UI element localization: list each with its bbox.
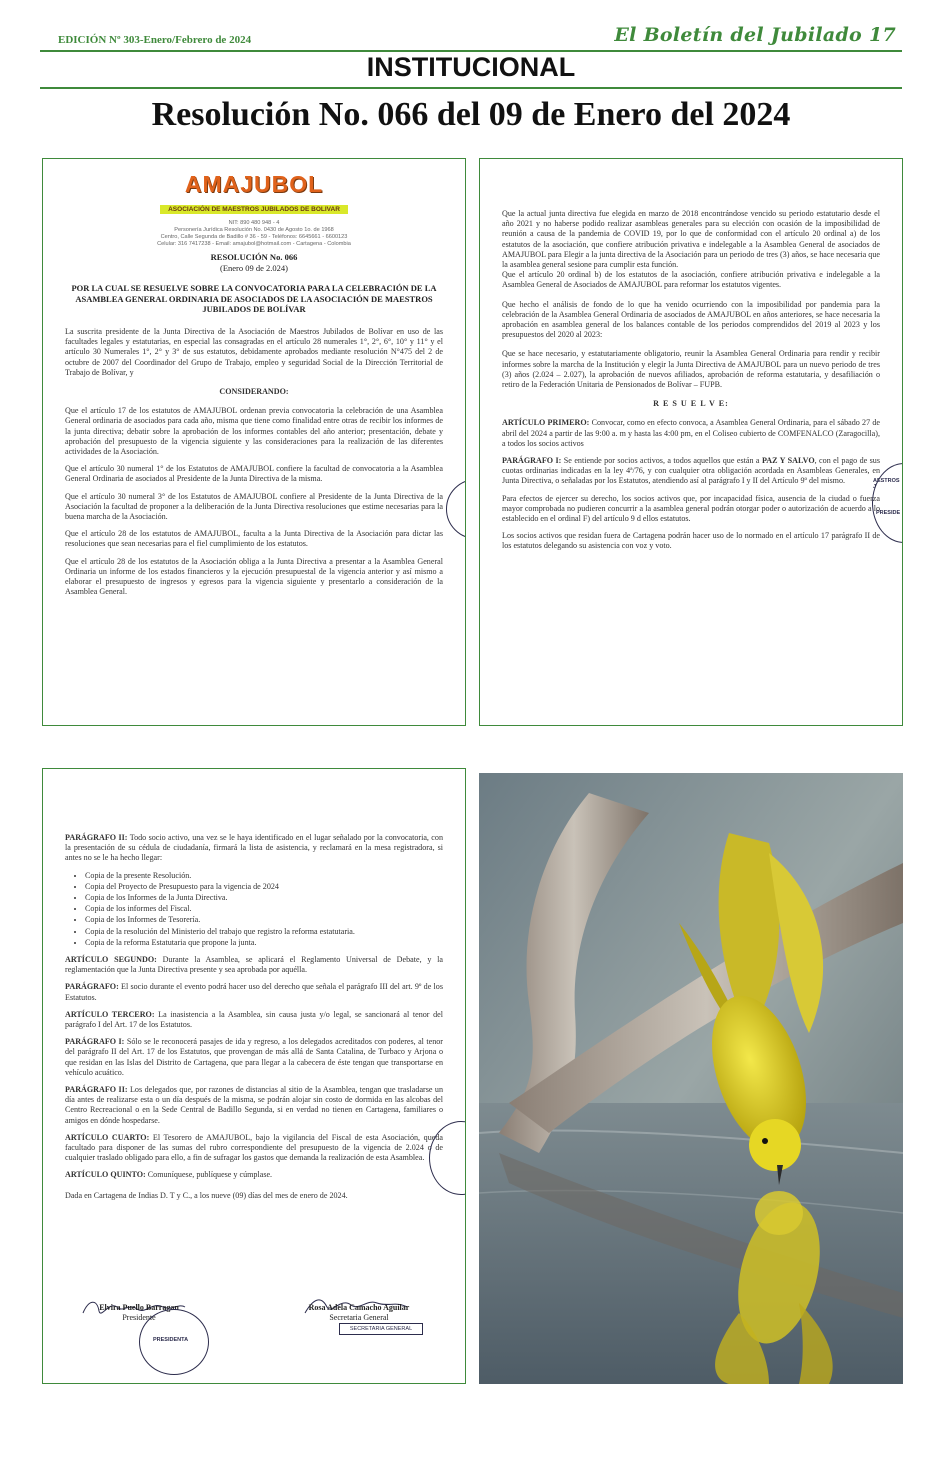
resolution-number: RESOLUCIÓN No. 066 — [210, 252, 298, 262]
considerando-paragraph: Que el artículo 17 de los estatutos de AMAJUBOL ordenan previa convocatoria la celebración de una Asamblea General ordinaria de asociados para cada año, misma que tiene como finalidad entre otras de recibir los informes de la junta directiva; debatir sobre la aprobación de los informes contables del año anterior; presentación, debate y aprobación del presupuesto de la vigencia siguiente y las consideraciones para la realización de las diferentes actividades de la Asociación. — [65, 406, 443, 457]
resolution-date: (Enero 09 de 2.024) — [220, 262, 288, 273]
page1-body — [65, 327, 443, 604]
article-first-label: ARTÍCULO PRIMERO: — [502, 418, 590, 428]
bird-drinking-illustration — [479, 773, 903, 1384]
org-address: Centro, Calle Segunda de Badillo # 36 - 59 - Teléfonos: 6645661 - 6600123 — [160, 234, 348, 240]
resuelve-heading: R E S U E L V E: — [653, 399, 729, 409]
resolution-page-3 — [42, 768, 466, 1384]
copies-list — [85, 871, 443, 948]
article-first — [502, 418, 880, 449]
resolution-subject: POR LA CUAL SE RESUELVE SOBRE LA CONVOCATORIA PARA LA CELEBRACIÓN DE LA ASAMBLEA GENERAL ORDINARIA DE ASOCIADOS DE LA ASOCIACIÓN DE MAESTROS JUBILADOS DE BOLÍVAR — [71, 283, 437, 314]
paragraph-two-label: PARÁGRAFO II: — [65, 833, 128, 842]
section-title: INSTITUCIONAL — [366, 52, 576, 82]
article-second-label: ARTÍCULO SEGUNDO: — [65, 955, 157, 965]
list-item: • Copia de los informes del Fiscal. — [85, 904, 443, 914]
considerando-paragraph: Que la actual junta directiva fue elegida en marzo de 2018 encontrándose vencido su periodo estatutario desde el año 2021 y no haberse podido realizar asambleas generales para su elección con ocasión de la imposibilidad de reunión a causa de la pandemia de COVID 19, por lo que de conformidad con el artículo 20 ordinal a) de los estatutos de la asociación, que confiere atribución privativa e indelegable a la Asamblea General de asociados de AMAJUBOL para Elegir a la junta directiva de la Asociación para un periodo de tres (3) años, se hace necesaria que la asamblea general sesione para cumplir esta función. — [502, 209, 880, 270]
intro-paragraph: La suscrita presidente de la Junta Directiva de la Asociación de Maestros Jubilados de Bolívar en uso de las facultades legales y estatutarias, en especial las consagradas en el artículo 28 numerales 1°, 2°, 6°, 10° y 11° y el artículo 30 Numerales 1°, 2° y 3° de sus estatutos, debidamente aprobados mediante resolución N°475 del 2 de octubre de 2007 del Coordinador del Grupo de Trabajo, empleo y seguridad Social de la Dirección Territorial de Trabajo de Bolívar, y — [65, 327, 443, 377]
masthead — [40, 26, 902, 52]
resolution-page-2 — [479, 158, 903, 726]
stamp-text: AESTROS J — [873, 478, 900, 490]
section-divider — [40, 87, 902, 89]
secretary-box-stamp: SECRETARIA GENERAL — [339, 1323, 423, 1335]
paragraph-label: PARÁGRAFO: — [65, 982, 119, 992]
article-fifth — [65, 1170, 443, 1180]
stamp-text: PRESIDE — [876, 510, 901, 516]
org-nit: NIT: 890 480 948 - 4 — [228, 220, 280, 226]
president-name: Elvira Puello Barragan — [99, 1303, 179, 1312]
considerando-paragraph: Que el artículo 28 de los estatutos de AMAJUBOL, faculta a la Junta Directiva de la Asociación para dictar las resoluciones que sean necesarias para el fiel cumplimiento de los estatutos. — [65, 529, 443, 549]
paragraph-text: El socio durante el evento podrá hacer uso del derecho que señala el parágrafo III del art. 9º de los Estatutos. — [65, 982, 443, 1002]
secretary-name: Rosa Adela Camacho Aguilar — [308, 1303, 410, 1312]
paragraph-one-label: PARÁGRAFO I: — [65, 1037, 125, 1047]
article-third-label: ARTÍCULO TERCERO: — [65, 1009, 155, 1019]
paragraph-two-text: Todo socio activo, una vez se le haya identificado en el lugar señalado por la convocatoria, con la presentación de su cédula de ciudadanía, firmará la lista de asistencia, y reclamará en la mesa registradora, si antes no se le ha hecho llegar: — [65, 833, 443, 863]
paragraph-one-text-cont: , con el pago de sus cuotas ordinarias indicadas en la ley 4ª/76, y con cualquier otra obligación acordada en Asambleas Generales, en Junta Directiva, o señaladas por los Estatutos, atendiendo así al parágrafo I y II del Artículo 9º del mismo. — [502, 456, 880, 486]
article-fourth-text: El Tesorero de AMAJUBOL, bajo la vigilancia del Fiscal de esta Asociación, queda facultado para disponer de las sumas del rubro correspondiente del presupuesto de la vigencia de 2.024 o de cualquier traslado obligado para ello, a fin de sufragar los gastos que demanda la realización de esta Asamblea. — [65, 1132, 444, 1163]
paragraph-one-text: Se entiende por socios activos, a todos aquellos que están a — [561, 456, 762, 466]
paragraph-one-text: Sólo se le reconocerá pasajes de ida y regreso, a los delegados acreditados con poderes, al tenor del parágrafo II del Art. 17 de los Estatutos, que provengan de más allá de Santa Catalina, de Turbaco y Arjona o que residan en las Islas del Distrito de Cartagena, que para llegar a la cabecera de éste tengan que transportarse en vehículo acuático. — [65, 1037, 443, 1077]
article-second-text: Durante la Asamblea, se aplicará el Reglamento Universal de Debate, y la reglamentación que la Junta Directiva presente y sea aprobada por aquélla. — [65, 955, 443, 975]
amajubol-logo — [43, 171, 465, 248]
list-item: • Copia del Proyecto de Presupuesto para la vigencia de 2024 — [85, 882, 443, 892]
proxy-paragraph: Para efectos de ejercer su derecho, los socios activos que, por incapacidad física, ausencia de la ciudad o fuerza mayor comprobada no pudieren concurrir a la asamblea general podrán otorgar poder o autorización de acuerdo a lo establecido en el ordinal F) del artículo 9 d ellos estatutos. — [502, 493, 880, 524]
article-fourth — [65, 1133, 443, 1164]
article-headline: Resolución No. 066 del 09 de Enero del 2024 — [151, 96, 791, 133]
considerando-paragraph: Que el artículo 30 numeral 3° de los Estatutos de AMAJUBOL confiere al Presidente de la Junta Directiva de la Asociación la facultad de proponer a la deliberación de la Junta Directiva resoluciones que estime necesarias para la buena marcha de la Asociación. — [65, 491, 443, 522]
paragraph-one — [65, 1037, 443, 1078]
article-second — [65, 955, 443, 975]
resolution-title — [43, 252, 465, 273]
article-fifth-text: Comuníquese, publíquese y cúmplase. — [145, 1170, 273, 1180]
logo-subtitle: ASOCIACIÓN DE MAESTROS JUBILADOS DE BOLIVAR — [160, 205, 348, 214]
article-fourth-label: ARTÍCULO CUARTO: — [65, 1132, 150, 1142]
considerando-paragraph: Que el artículo 30 numeral 1° de los Estatutos de AMAJUBOL confiere la facultad de convocatoria a la Asamblea General Ordinaria de asociados al Presidente de la Junta Directiva de la misma. — [65, 464, 443, 484]
org-personeria: Personería Jurídica Resolución No. 0430 de Agosto 1o. de 1968 — [174, 227, 334, 233]
org-contact: Celular: 316 7417238 - Email: amajubol@hotmail.com - Cartagena - Colombia — [157, 241, 351, 247]
paragraph-two — [65, 1085, 443, 1126]
dated-line: Dada en Cartagena de Indias D. T y C., a los nueve (09) días del mes de enero de 2024. — [65, 1190, 348, 1200]
article-third-text: La inasistencia a la Asamblea, sin causa justa y/o legal, se sancionará al tenor del parágrafo I del Art. 17 de los Estatutos. — [65, 1009, 444, 1030]
bird-photo — [479, 773, 903, 1384]
newspaper-name: El Boletín del Jubilado 17 — [614, 24, 896, 46]
secretary-signature-block — [289, 1303, 429, 1323]
resolution-page-1 — [42, 158, 466, 726]
article-fifth-label: ARTÍCULO QUINTO: — [65, 1170, 146, 1180]
list-item: • Copia de los Informes de Tesorería. — [85, 915, 443, 925]
paragraph-two — [65, 833, 443, 864]
page3-body — [65, 833, 443, 1208]
considerando-heading: CONSIDERANDO: — [219, 387, 289, 397]
paragraph-two-text: Los delegados que, por razones de distancias al sitio de la Asamblea, tengan que trasladarse un día antes de realizarse esta o un día después de la misma, se podrán alojar sin costo de dormida en las alcobas del Centro Recreacional o en la Sede Central de Badillo Segunda, si en verdad no tienen en Cartagena, familiares o amigos en dónde hospedarse. — [65, 1085, 444, 1125]
paragraph-one — [502, 456, 880, 487]
association-stamp — [446, 479, 466, 539]
list-item: • Copia de la reforma Estatutaria que propone la junta. — [85, 938, 443, 948]
considerando-paragraph: Que hecho el análisis de fondo de lo que ha venido ocurriendo con la imposibilidad por pandemia para la celebración de la Asamblea General Ordinaria de asociados de AMAJUBOL en años anteriores, se hace necesaria la aprobación en asamblea general de los balances contable de los periodos comprendidos del 2019 al 2023 y los presupuestos del 2020 al 2023: — [502, 299, 880, 340]
remote-members-paragraph: Los socios activos que residan fuera de Cartagena podrán hacer uso de lo normado en el artículo 17 parágrafo II de los estatutos delegando su asistencia con voz y voto. — [502, 531, 880, 551]
paragraph-two-label: PARÁGRAFO II: — [65, 1085, 128, 1095]
list-item: • Copia de la resolución del Ministerio del trabajo que registro la reforma estatutaria. — [85, 927, 443, 937]
logo-wordmark: AMAJUBOL — [184, 171, 324, 197]
page2-body — [502, 209, 880, 559]
considerando-paragraph: Que el artículo 20 ordinal b) de los estatutos de la asociación, confiere atribución privativa e indelegable a la Asamblea General de Asociados de AMAJUBOL para reformar los estatutos vigentes. — [502, 270, 880, 290]
paragraph-one-label: PARÁGRAFO I: — [502, 456, 562, 466]
secretary-role: Secretaria General — [329, 1313, 389, 1322]
list-item: • Copia de la presente Resolución. — [85, 871, 443, 881]
article-third — [65, 1010, 443, 1030]
paragraph — [65, 982, 443, 1002]
edition-label: EDICIÓN Nº 303-Enero/Febrero de 2024 — [58, 34, 252, 46]
paz-y-salvo-label: PAZ Y SALVO — [761, 456, 815, 466]
list-item: • Copia de los Informes de la Junta Directiva. — [85, 893, 443, 903]
considerando-paragraph: Que el artículo 28 de los estatutos de la Asociación obliga a la Junta Directiva a presentar a la Asamblea General Ordinaria un informe de los estados financieros y la ejecución presupuestal de la vigencia anterior y así mismo a elaborar el presupuesto de ingresos y egresos para la vigencia siguiente y presentarlo a consideración de la Asamblea General. — [65, 556, 443, 597]
stamp-president-label: PRESIDENTA — [153, 1337, 189, 1343]
president-role: Presidente — [122, 1313, 156, 1322]
org-info — [43, 220, 465, 248]
considerando-paragraph: Que se hace necesario, y estatutariamente obligatorio, reunir la Asamblea General Ordinaria para rendir y recibir informes sobre la marcha de la Institución y elegir la Junta Directiva de AMAJUBOL para un nuevo periodo de tres (3) años (2.024 – 2.027), la aprobación de nuevos afiliados, aprobación de reforma estatutaria, y desafiliación o retiro de la Federación Unitaria de Pensionados de Bolívar – FUPB. — [502, 349, 880, 390]
article-first-text: Convocar, como en efecto convoca, a Asamblea General Ordinaria, para el sábado 27 de abril del 2024 a partir de las 9:00 a. m y hasta las 4:00 pm, en el Coliseo cubierto de COMFENALCO (Zaragocilla), a todos los socios activos — [502, 418, 880, 448]
